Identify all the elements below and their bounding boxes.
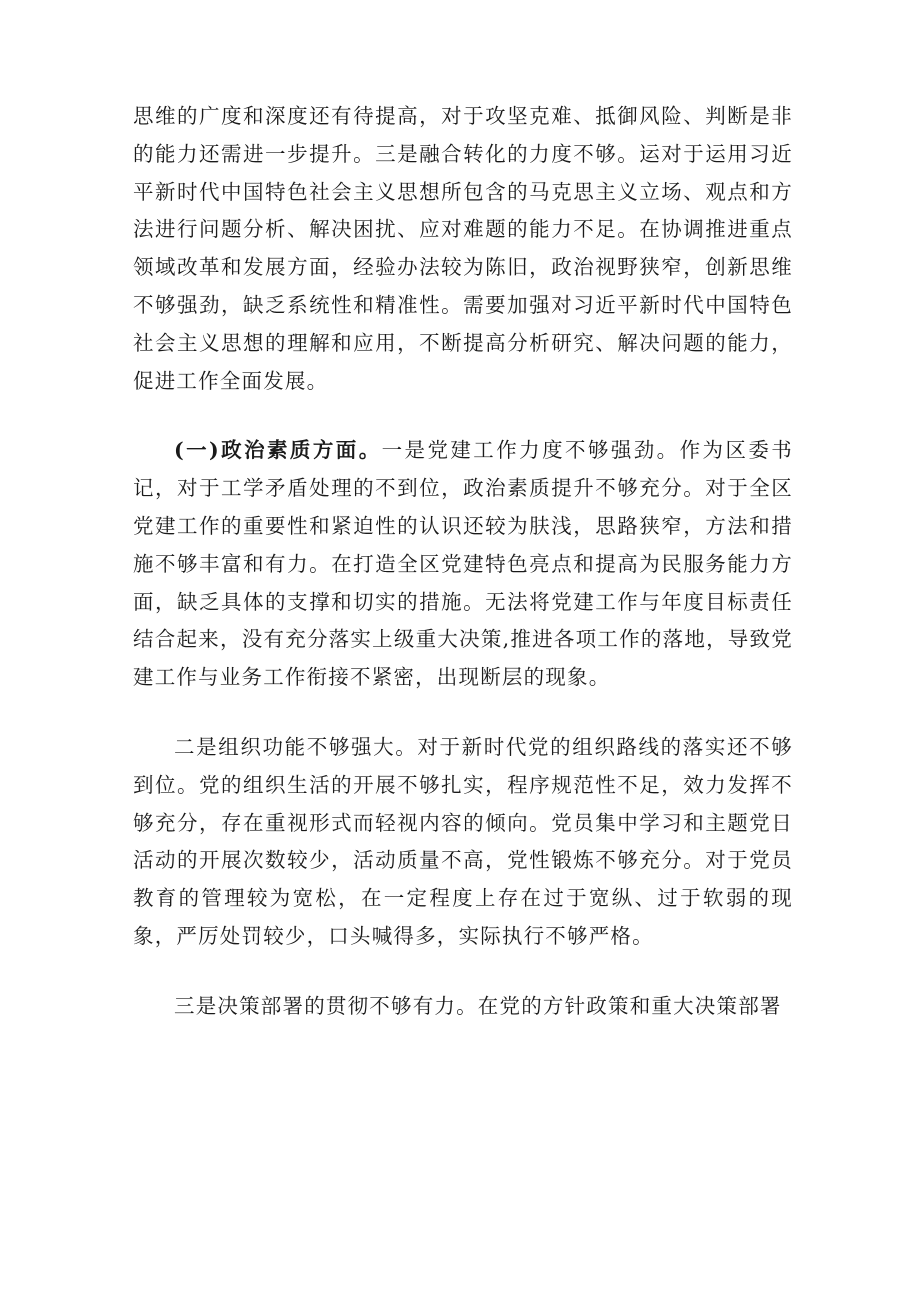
paragraph-gap — [133, 956, 793, 988]
paragraph-3: 二是组织功能不够强大。对于新时代党的组织路线的落实还不够到位。党的组织生活的开展不够扎实，程序规范性不足，效力发挥不够充分，存在重视形式而轻视内容的倾向。党员集中学习和主题党日活动的开展次数较少，活动质量不高，党性锻炼不够充分。对于党员教育的管理较为宽松，在一定程度上存在过于宽纵、过于软弱的现象，严厉处罚较少，口头喊得多，实际执行不够严格。 — [133, 734, 793, 948]
paragraph-1: 思维的广度和深度还有待提高，对于攻坚克难、抵御风险、判断是非的能力还需进一步提升。三是融合转化的力度不够。运对于运用习近平新时代中国特色社会主义思想所包含的马克思主义立场、观点和方法进行问题分析、解决困扰、应对难题的能力不足。在协调推进重点领域改革和发展方面，经验办法较为陈旧，政治视野狭窄，创新思维不够强劲，缺乏系统性和精准性。需要加强对习近平新时代中国特色社会主义思想的理解和应用，不断提高分析研究、解决问题的能力，促进工作全面发展。 — [133, 104, 793, 393]
paragraph-4: 三是决策部署的贯彻不够有力。在党的方针政策和重大决策部署 — [174, 993, 782, 1018]
document-page — [133, 98, 793, 1026]
section-heading: (一)政治素质方面。 — [174, 438, 382, 463]
paragraph-gap — [133, 400, 793, 432]
paragraph-gap — [133, 697, 793, 729]
paragraph-section-1 — [133, 432, 793, 697]
section-body: 一是党建工作力度不够强劲。作为区委书记，对于工学矛盾处理的不到位，政治素质提升不够充分。对于全区党建工作的重要性和紧迫性的认识还较为肤浅，思路狭窄，方法和措施不够丰富和有力。在打造全区党建特色亮点和提高为民服务能力方面，缺乏具体的支撑和切实的措施。无法将党建工作与年度目标责任结合起来，没有充分落实上级重大决策,推进各项工作的落地，导致党建工作与业务工作衔接不紧密，出现断层的现象。 — [133, 438, 793, 690]
